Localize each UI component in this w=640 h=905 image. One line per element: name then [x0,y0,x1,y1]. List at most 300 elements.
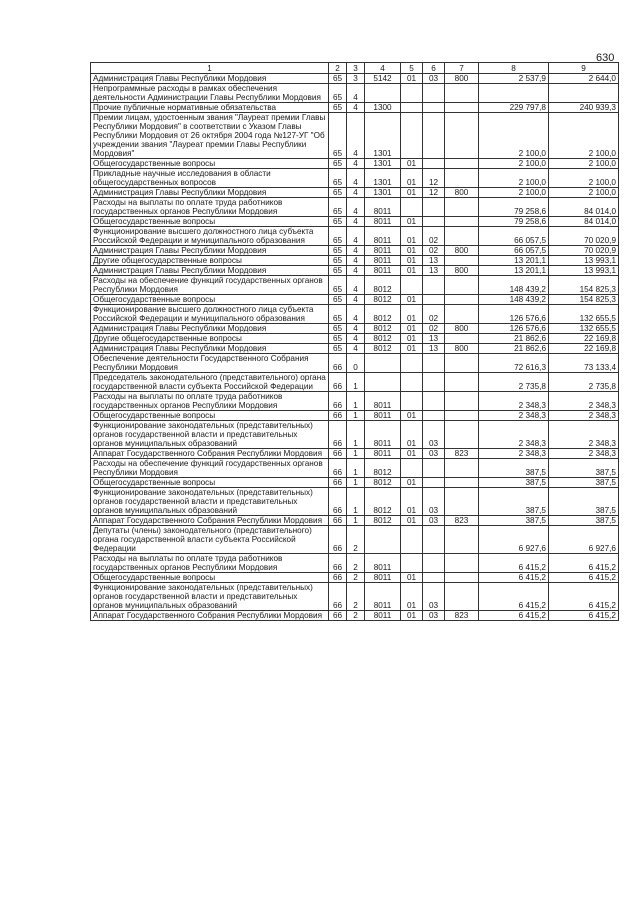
col-9-value: 70 020,9 [549,246,619,256]
col-9-value: 22 169,8 [549,334,619,344]
col-9-value: 2 100,0 [549,159,619,169]
col-2-code: 65 [329,305,347,324]
col-6-code: 13 [423,256,445,266]
col-8-value: 6 415,2 [479,573,549,583]
col-7-code: 800 [445,246,479,256]
col-4-code: 8011 [365,392,401,411]
col-5-code [401,554,423,573]
header-cell: 7 [445,63,479,74]
table-row [91,227,619,246]
col-8-value: 6 927,6 [479,526,549,554]
col-8-value: 387,5 [479,459,549,478]
col-9-value: 22 169,8 [549,344,619,354]
col-3-code: 1 [347,373,365,392]
col-3-code: 2 [347,526,365,554]
col-8-value: 2 537,9 [479,74,549,84]
col-2-code: 66 [329,373,347,392]
col-5-code: 01 [401,573,423,583]
col-4-code: 8012 [365,478,401,488]
col-7-code [445,459,479,478]
col-5-code [401,103,423,113]
col-6-code: 12 [423,188,445,198]
row-name: Премии лицам, удостоенным звания "Лауреат премии Главы Республики Мордовия" в соответствии с Указом Главы Республики Мордовия от 26 октября 2004 года №127-УГ "Об учреждении звания "Лауреат премии Главы Республики Мордовия" [91,113,329,159]
col-2-code: 66 [329,449,347,459]
row-name: Прикладные научные исследования в области общегосударственных вопросов [91,169,329,188]
col-5-code: 01 [401,449,423,459]
col-6-code: 02 [423,305,445,324]
col-9-value: 2 348,3 [549,421,619,449]
col-9-value: 6 415,2 [549,573,619,583]
col-9-value: 132 655,5 [549,324,619,334]
col-7-code: 800 [445,266,479,276]
col-2-code: 65 [329,169,347,188]
col-2-code: 65 [329,227,347,246]
row-name: Администрация Главы Республики Мордовия [91,324,329,334]
col-6-code: 13 [423,334,445,344]
col-3-code: 4 [347,198,365,217]
col-8-value: 126 576,6 [479,324,549,334]
col-7-code [445,84,479,103]
col-8-value: 2 100,0 [479,113,549,159]
col-9-value: 6 415,2 [549,554,619,573]
col-2-code: 66 [329,611,347,621]
col-3-code: 4 [347,227,365,246]
row-name: Обеспечение деятельности Государственного Собрания Республики Мордовия [91,354,329,373]
col-5-code: 01 [401,411,423,421]
col-9-value: 84 014,0 [549,217,619,227]
col-4-code [365,354,401,373]
col-5-code [401,198,423,217]
col-4-code: 8011 [365,449,401,459]
col-9-value: 2 100,0 [549,113,619,159]
row-name: Расходы на обеспечение функций государственных органов Республики Мордовия [91,276,329,295]
col-8-value: 148 439,2 [479,295,549,305]
col-4-code [365,373,401,392]
table-row [91,516,619,526]
table-row [91,74,619,84]
col-8-value [479,84,549,103]
col-9-value: 70 020,9 [549,227,619,246]
col-6-code [423,373,445,392]
col-9-value: 154 825,3 [549,276,619,295]
header-cell: 9 [549,63,619,74]
col-6-code: 03 [423,74,445,84]
col-8-value: 2 348,3 [479,449,549,459]
row-name: Аппарат Государственного Собрания Республики Мордовия [91,611,329,621]
col-6-code: 02 [423,324,445,334]
col-8-value: 2 348,3 [479,411,549,421]
row-name: Администрация Главы Республики Мордовия [91,344,329,354]
table-row [91,217,619,227]
col-8-value: 2 348,3 [479,421,549,449]
col-3-code: 1 [347,449,365,459]
col-9-value: 6 415,2 [549,611,619,621]
row-name: Общегосударственные вопросы [91,159,329,169]
col-5-code: 01 [401,324,423,334]
col-2-code: 65 [329,276,347,295]
col-5-code: 01 [401,488,423,516]
row-name: Аппарат Государственного Собрания Республики Мордовия [91,516,329,526]
col-2-code: 66 [329,554,347,573]
col-8-value: 79 258,6 [479,198,549,217]
table-row [91,334,619,344]
col-4-code: 8012 [365,324,401,334]
col-6-code: 03 [423,611,445,621]
col-9-value [549,84,619,103]
row-name: Функционирование законодательных (представительных) органов государственной власти и представительных органов муниципальных образований [91,488,329,516]
col-3-code: 2 [347,573,365,583]
col-5-code: 01 [401,344,423,354]
col-9-value: 6 415,2 [549,583,619,611]
row-name: Общегосударственные вопросы [91,217,329,227]
col-3-code: 4 [347,324,365,334]
col-6-code [423,411,445,421]
col-2-code: 65 [329,246,347,256]
col-3-code: 2 [347,583,365,611]
col-8-value: 66 057,5 [479,246,549,256]
col-2-code: 65 [329,198,347,217]
col-5-code: 01 [401,334,423,344]
col-4-code: 8011 [365,246,401,256]
col-9-value: 2 348,3 [549,449,619,459]
row-name: Функционирование законодательных (представительных) органов государственной власти и представительных органов муниципальных образований [91,421,329,449]
col-3-code: 4 [347,334,365,344]
col-4-code: 8011 [365,198,401,217]
col-3-code: 1 [347,411,365,421]
col-6-code: 03 [423,488,445,516]
col-9-value: 387,5 [549,488,619,516]
col-6-code [423,392,445,411]
row-name: Непрограммные расходы в рамках обеспечения деятельности Администрации Главы Республики Мордовия [91,84,329,103]
col-6-code [423,113,445,159]
header-cell: 1 [91,63,329,74]
col-6-code: 12 [423,169,445,188]
col-2-code: 66 [329,488,347,516]
col-4-code: 8012 [365,516,401,526]
col-7-code [445,295,479,305]
col-3-code: 4 [347,256,365,266]
col-8-value: 66 057,5 [479,227,549,246]
table-row [91,488,619,516]
col-3-code: 1 [347,421,365,449]
col-7-code [445,354,479,373]
table-body [91,74,619,621]
col-9-value: 154 825,3 [549,295,619,305]
col-2-code: 66 [329,354,347,373]
col-3-code: 4 [347,217,365,227]
table-row [91,344,619,354]
col-2-code: 65 [329,113,347,159]
col-4-code: 8011 [365,217,401,227]
col-8-value: 2 100,0 [479,169,549,188]
row-name: Председатель законодательного (представительного) органа государственной власти субъекта Российской Федерации [91,373,329,392]
col-7-code [445,526,479,554]
col-5-code: 01 [401,159,423,169]
col-6-code: 02 [423,246,445,256]
col-3-code: 4 [347,113,365,159]
col-8-value: 2 100,0 [479,159,549,169]
col-6-code [423,217,445,227]
row-name: Расходы на выплаты по оплате труда работников государственных органов Республики Мордовия [91,198,329,217]
col-6-code [423,478,445,488]
table-row [91,583,619,611]
col-4-code: 8012 [365,459,401,478]
col-5-code: 01 [401,305,423,324]
row-name: Общегосударственные вопросы [91,573,329,583]
col-4-code: 8011 [365,611,401,621]
row-name: Администрация Главы Республики Мордовия [91,246,329,256]
col-7-code: 823 [445,516,479,526]
row-name: Расходы на обеспечение функций государственных органов Республики Мордовия [91,459,329,478]
col-2-code: 66 [329,459,347,478]
table-row [91,256,619,266]
col-8-value: 387,5 [479,488,549,516]
page-number: 630 [596,52,615,64]
col-7-code: 800 [445,344,479,354]
col-4-code: 8011 [365,266,401,276]
col-6-code [423,159,445,169]
col-9-value: 240 939,3 [549,103,619,113]
col-8-value: 13 201,1 [479,256,549,266]
col-7-code [445,217,479,227]
col-8-value: 72 616,3 [479,354,549,373]
col-7-code [445,305,479,324]
col-6-code: 03 [423,516,445,526]
col-5-code: 01 [401,421,423,449]
col-6-code [423,295,445,305]
col-2-code: 66 [329,392,347,411]
col-6-code: 03 [423,583,445,611]
col-5-code: 01 [401,217,423,227]
col-7-code [445,276,479,295]
table-row [91,169,619,188]
col-5-code: 01 [401,516,423,526]
table-row [91,103,619,113]
header-cell: 5 [401,63,423,74]
table-row [91,84,619,103]
col-2-code: 65 [329,324,347,334]
col-7-code [445,478,479,488]
table-row [91,305,619,324]
col-7-code [445,159,479,169]
col-7-code [445,583,479,611]
col-7-code: 800 [445,324,479,334]
col-7-code: 823 [445,449,479,459]
col-5-code [401,459,423,478]
col-3-code: 4 [347,276,365,295]
header-row [91,63,619,74]
col-7-code [445,169,479,188]
col-7-code [445,103,479,113]
col-4-code: 8012 [365,344,401,354]
table-row [91,554,619,573]
row-name: Администрация Главы Республики Мордовия [91,74,329,84]
table-row [91,459,619,478]
col-2-code: 66 [329,516,347,526]
col-6-code [423,526,445,554]
col-4-code [365,526,401,554]
row-name: Администрация Главы Республики Мордовия [91,188,329,198]
row-name: Депутаты (члены) законодательного (представительного) органа государственной власти субъекта Российской Федерации [91,526,329,554]
col-9-value: 13 993,1 [549,256,619,266]
col-2-code: 66 [329,526,347,554]
col-9-value: 2 348,3 [549,411,619,421]
col-9-value: 73 133,4 [549,354,619,373]
col-4-code: 8011 [365,554,401,573]
row-name: Общегосударственные вопросы [91,478,329,488]
col-9-value: 387,5 [549,478,619,488]
col-8-value: 79 258,6 [479,217,549,227]
table-row [91,324,619,334]
col-6-code [423,103,445,113]
col-9-value: 2 735,8 [549,373,619,392]
col-9-value: 2 644,0 [549,74,619,84]
row-name: Расходы на выплаты по оплате труда работников государственных органов Республики Мордовия [91,392,329,411]
row-name: Другие общегосударственные вопросы [91,256,329,266]
col-4-code: 8012 [365,305,401,324]
col-8-value: 2 348,3 [479,392,549,411]
col-5-code [401,84,423,103]
table-row [91,159,619,169]
col-9-value: 6 927,6 [549,526,619,554]
col-4-code: 8012 [365,295,401,305]
col-4-code: 8011 [365,411,401,421]
col-7-code [445,227,479,246]
col-4-code: 1300 [365,103,401,113]
row-name: Общегосударственные вопросы [91,295,329,305]
col-4-code: 8011 [365,227,401,246]
col-2-code: 65 [329,217,347,227]
col-8-value: 21 862,6 [479,344,549,354]
col-3-code: 4 [347,84,365,103]
col-2-code: 65 [329,188,347,198]
col-5-code: 01 [401,611,423,621]
col-4-code: 1301 [365,169,401,188]
col-4-code: 1301 [365,159,401,169]
col-4-code: 8011 [365,573,401,583]
col-5-code [401,354,423,373]
header-cell: 6 [423,63,445,74]
col-5-code: 01 [401,246,423,256]
table-row [91,266,619,276]
col-4-code: 8011 [365,583,401,611]
row-name: Аппарат Государственного Собрания Республики Мордовия [91,449,329,459]
table-row [91,526,619,554]
row-name: Функционирование высшего должностного лица субъекта Российской Федерации и муниципального образования [91,305,329,324]
col-2-code: 65 [329,295,347,305]
col-5-code: 01 [401,188,423,198]
col-7-code [445,113,479,159]
col-6-code [423,198,445,217]
col-9-value: 84 014,0 [549,198,619,217]
col-2-code: 66 [329,478,347,488]
col-2-code: 65 [329,334,347,344]
col-6-code [423,459,445,478]
col-2-code: 65 [329,159,347,169]
col-7-code: 800 [445,188,479,198]
col-8-value: 229 797,8 [479,103,549,113]
col-6-code: 13 [423,344,445,354]
col-5-code: 01 [401,74,423,84]
col-8-value: 126 576,6 [479,305,549,324]
col-5-code: 01 [401,169,423,188]
col-7-code [445,411,479,421]
col-3-code: 4 [347,344,365,354]
col-7-code [445,554,479,573]
col-6-code: 02 [423,227,445,246]
col-9-value: 2 100,0 [549,169,619,188]
col-6-code [423,276,445,295]
col-6-code [423,354,445,373]
row-name: Прочие публичные нормативные обязательства [91,103,329,113]
col-4-code: 8012 [365,488,401,516]
col-5-code: 01 [401,256,423,266]
col-6-code: 13 [423,266,445,276]
col-5-code: 01 [401,266,423,276]
col-3-code: 1 [347,488,365,516]
col-6-code: 03 [423,421,445,449]
col-8-value: 2 100,0 [479,188,549,198]
col-7-code [445,373,479,392]
col-3-code: 1 [347,459,365,478]
table-row [91,449,619,459]
col-8-value: 6 415,2 [479,611,549,621]
col-3-code: 4 [347,159,365,169]
col-5-code: 01 [401,295,423,305]
col-8-value: 6 415,2 [479,583,549,611]
col-3-code: 4 [347,188,365,198]
col-5-code: 01 [401,227,423,246]
col-2-code: 66 [329,573,347,583]
table-row [91,411,619,421]
col-7-code [445,488,479,516]
table-row [91,611,619,621]
col-7-code: 823 [445,611,479,621]
col-2-code: 66 [329,583,347,611]
col-3-code: 1 [347,478,365,488]
col-3-code: 2 [347,554,365,573]
row-name: Расходы на выплаты по оплате труда работников государственных органов Республики Мордовия [91,554,329,573]
col-3-code: 4 [347,305,365,324]
col-2-code: 65 [329,344,347,354]
col-2-code: 65 [329,84,347,103]
col-4-code: 8011 [365,421,401,449]
col-4-code [365,84,401,103]
col-7-code [445,198,479,217]
col-6-code: 03 [423,449,445,459]
table-row [91,198,619,217]
col-3-code: 4 [347,246,365,256]
table-row [91,421,619,449]
col-3-code: 1 [347,392,365,411]
col-2-code: 65 [329,266,347,276]
col-2-code: 65 [329,74,347,84]
col-7-code [445,334,479,344]
col-7-code [445,392,479,411]
col-3-code: 4 [347,169,365,188]
col-2-code: 66 [329,411,347,421]
col-3-code: 0 [347,354,365,373]
row-name: Другие общегосударственные вопросы [91,334,329,344]
table-row [91,188,619,198]
col-9-value: 13 993,1 [549,266,619,276]
col-9-value: 2 348,3 [549,392,619,411]
col-6-code [423,573,445,583]
col-8-value: 387,5 [479,478,549,488]
budget-table [90,62,619,621]
col-6-code [423,554,445,573]
col-5-code: 01 [401,478,423,488]
